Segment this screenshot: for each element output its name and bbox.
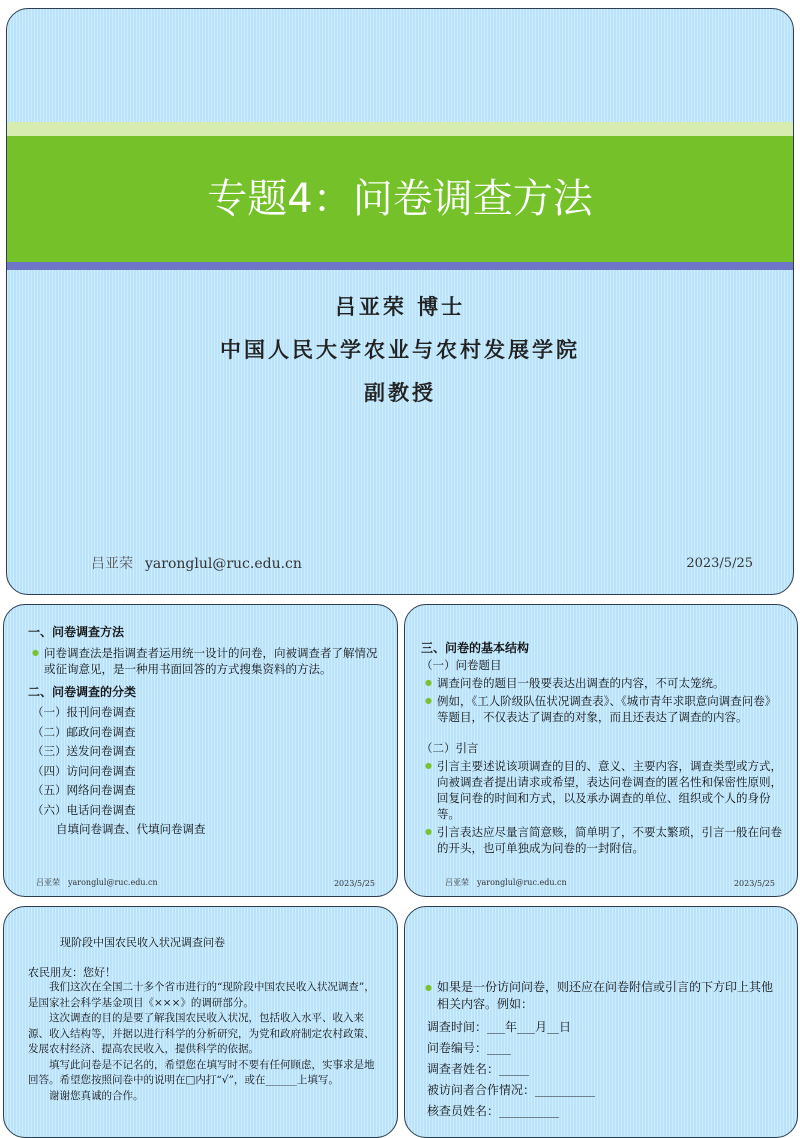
field-cooperation: 被访问者合作情况：__________ xyxy=(427,1083,596,1097)
heading-classification: 二、问卷调查的分类 xyxy=(28,685,137,699)
institution: 中国人民大学农业与农村发展学院 xyxy=(220,338,580,362)
author: 吕亚荣 博士 xyxy=(334,295,466,319)
paragraph: 谢谢您真诚的合作。 xyxy=(49,1089,144,1102)
list-item: （三）送发问卷调查 xyxy=(32,744,136,758)
footer xyxy=(91,553,302,573)
heading-structure: 三、问卷的基本结构 xyxy=(421,641,530,655)
title-slide xyxy=(6,8,794,595)
footer-name: 吕亚荣 xyxy=(445,878,469,887)
footer-name: 吕亚荣 xyxy=(91,556,133,572)
slide-structure xyxy=(404,604,798,897)
paragraph: 我们这次在全国二十多个省市进行的“现阶段中国农民收入状况调查”，是国家社会科学基金项目《×××》的调研部分。 xyxy=(28,981,375,1009)
list-item: （六）电话问卷调查 xyxy=(32,802,136,817)
field-investigator-name: 调查者姓名：_____ xyxy=(427,1062,530,1076)
footer xyxy=(445,877,575,888)
paragraph: 这次调查的目的是要了解我国农民收入状况，包括收入水平、收入来源、收入结构等，并据以进行科学的分析研究，为党和政府制定农村政策、发展农村经济、提高农民收入，提供科学的依据。 xyxy=(28,1012,375,1055)
list-item: （一）报刊问卷调查 xyxy=(32,705,136,719)
slide-visit-info xyxy=(404,906,798,1138)
footer-date: 2023/5/25 xyxy=(333,879,375,888)
field-checker-name: 核查员姓名：__________ xyxy=(427,1104,560,1118)
slide-sample-letter xyxy=(3,906,398,1138)
list-item: （二）邮政问卷调查 xyxy=(32,724,136,739)
paragraph: 填写此问卷是不记名的，希望您在填写时不要有任何顾虑，实事求是地回答。希望您按照问卷中的说明在□内打“√”，或在______上填写。 xyxy=(28,1058,375,1086)
field-questionnaire-number: 问卷编号：____ xyxy=(427,1041,512,1055)
footer xyxy=(36,877,166,888)
bullet-definition: ● 问卷调查法是指调查者运用统一设计的问卷，向被调查者了解情况或征询意见，是一种用书面回答的方式搜集资料的方法。 xyxy=(28,645,379,677)
field-survey-time: 调查时间：___年___月__日 xyxy=(427,1020,572,1034)
slide-title: 专题4：问卷调查方法 xyxy=(207,176,593,222)
sub-heading-title: （一）问卷题目 xyxy=(421,658,502,672)
bullet-intro-1: ● 引言主要述说该项调查的目的、意义、主要内容，调查类型或方式，向被调查者提出请求或希望，表达问卷调查的匿名性和保密性原则，回复问卷的时间和方式，以及承办调查的单位、组织或个人的身份等。 xyxy=(421,758,783,822)
footer-date: 2023/5/25 xyxy=(733,879,775,888)
footer-name: 吕亚荣 xyxy=(36,878,60,887)
bullet-title-1: ● 调查问卷的题目一般要表达出调查的内容，不可太笼统。 xyxy=(421,675,783,691)
list-item: （五）网络问卷调查 xyxy=(32,783,136,797)
footer-email: yaronglul@ruc.edu.cn xyxy=(68,878,158,887)
light-green-band xyxy=(7,122,793,136)
footer-email: yaronglul@ruc.edu.cn xyxy=(145,556,302,572)
sub-heading-intro: （二）引言 xyxy=(421,741,479,755)
bullet-intro-2: ● 引言表达应尽量言简意赅，简单明了，不要太繁琐，引言一般在问卷的开头，也可单独成为问卷的一封附信。 xyxy=(421,824,783,856)
footer-email: yaronglul@ruc.edu.cn xyxy=(477,878,567,887)
list-item: （四）访问问卷调查 xyxy=(32,763,136,778)
note: 自填问卷调查、代填问卷调查 xyxy=(56,822,206,836)
position: 副教授 xyxy=(364,381,436,405)
footer-date: 2023/5/25 xyxy=(686,556,753,571)
greeting: 农民朋友：您好！ xyxy=(28,965,116,979)
bullet-visit: ● 如果是一份访问问卷，则还应在问卷附信或引言的下方印上其他相关内容。例如： xyxy=(421,979,779,1013)
purple-divider xyxy=(7,262,793,270)
slide-methods xyxy=(3,604,398,897)
bullet-title-2: ● 例如，《工人阶级队伍状况调查表》、《城市青年求职意向调查问卷》等题目，不仅表达了调查的对象，而且还表达了调查的内容。 xyxy=(421,693,783,725)
heading-methods: 一、问卷调查方法 xyxy=(28,625,125,639)
questionnaire-title: 现阶段中国农民收入状况调查问卷 xyxy=(60,936,225,949)
